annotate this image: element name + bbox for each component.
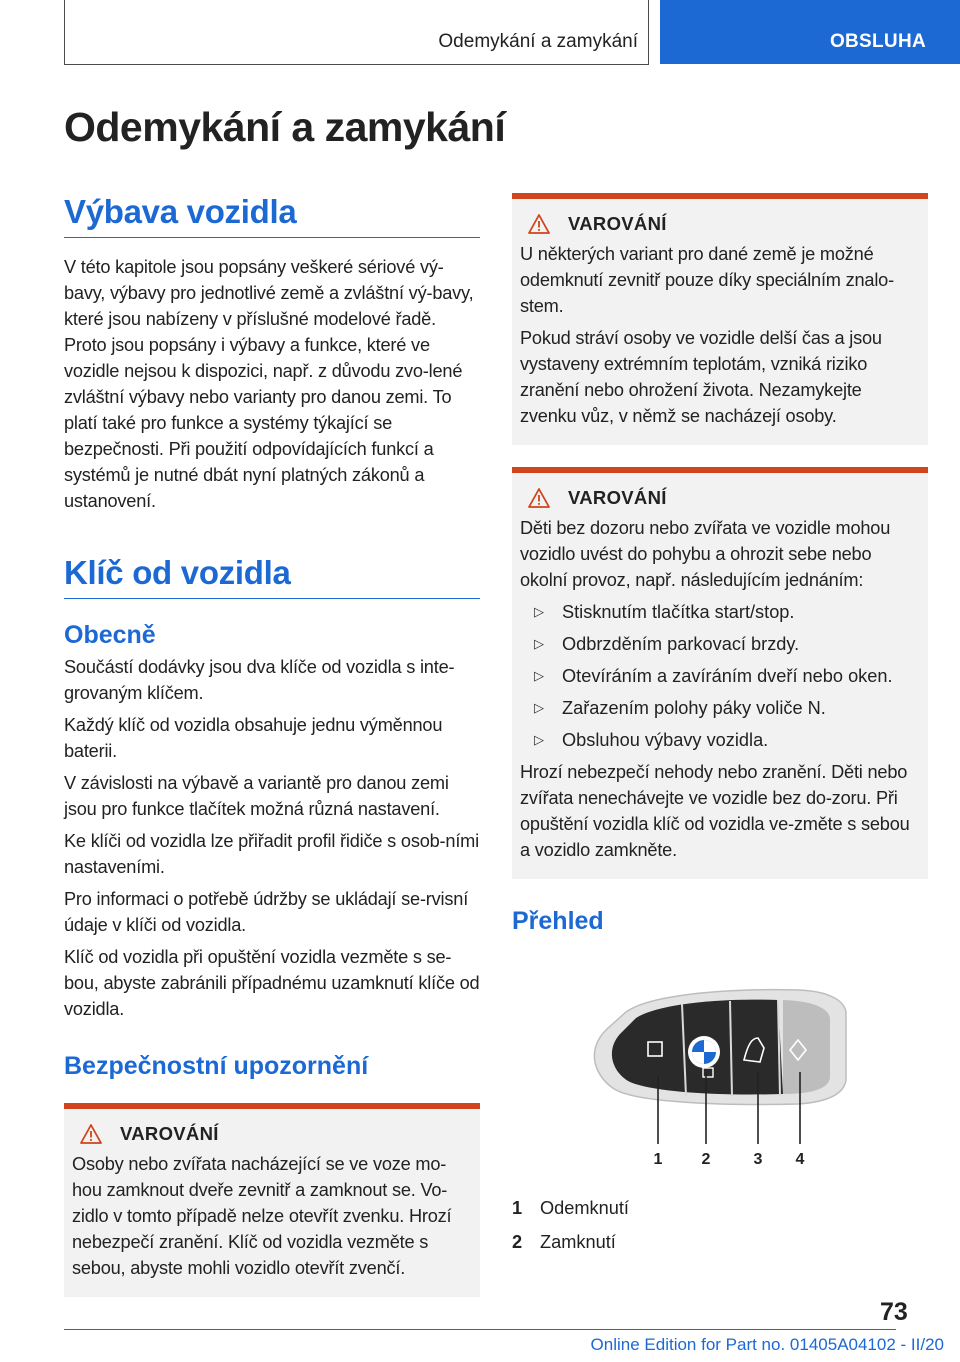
page-title: Odemykání a zamykání [64, 104, 506, 150]
bullet-triangle-icon: ▷ [534, 732, 544, 747]
list-item-text: Stisknutím tlačítka start/stop. [562, 602, 795, 622]
bullet-triangle-icon: ▷ [534, 700, 544, 715]
right-column [512, 193, 928, 1263]
header-section-tab-label: OBSLUHA [829, 31, 926, 52]
general-paragraph: Klíč od vozidla při opuštění vozidla vezměte s se-bou, abyste zabránili případnému uzamknutí klíče od vozidla. [64, 947, 480, 1019]
warning-text: Děti bez dozoru nebo zvířata ve vozidle mohou vozidlo uvést do pohybu a ohrozit sebe nebo okolní provoz, např. následujícím jednáním: [520, 518, 891, 590]
warning-text: Pokud stráví osoby ve vozidle delší čas a jsou vystaveny extrémním teplotám, vzniká riziko zranění nebo ohrožení života. Nezamykejte zvenku vůz, v němž se nacházejí osoby. [520, 328, 882, 426]
legend-item [512, 1229, 928, 1255]
warning-box [512, 193, 928, 445]
footer-rule [64, 1329, 896, 1330]
warning-title: VAROVÁNÍ [568, 487, 667, 508]
warning-text: Osoby nebo zvířata nacházející se ve voze mo-hou zamknout dveře zevnitř a zamknout se. Vo-zidlo v tomto případě nelze otevřít zvenku. Hrozí nebezpečí zranění. Klíč od vozidla vezměte s sebou, abyste mohli vozidlo otevřít zvenčí. [72, 1154, 452, 1278]
header-chapter-title: Odemykání a zamykání [438, 31, 638, 52]
bullet-triangle-icon: ▷ [534, 668, 544, 683]
header-rule [64, 64, 649, 65]
bullet-triangle-icon: ▷ [534, 604, 544, 619]
legend-item [512, 1195, 928, 1221]
subsection-title-overview: Přehled [512, 907, 604, 935]
warning-box [64, 1103, 480, 1297]
list-item-text: Obsluhou výbavy vozidla. [562, 730, 769, 750]
warning-title: VAROVÁNÍ [120, 1123, 219, 1144]
subsection-title-safety: Bezpečnostní upozornění [64, 1052, 369, 1080]
callout-label: 4 [795, 1151, 805, 1168]
callout-label: 2 [701, 1151, 711, 1168]
warning-text: U některých variant pro dané země je možné odemknutí zevnitř pouze díky speciálním znalo-stem. [520, 244, 894, 316]
page-number: 73 [880, 1298, 908, 1326]
list-item-text: Zařazením polohy páky voliče N. [562, 698, 826, 718]
section-title-key: Klíč od vozidla [64, 554, 480, 599]
list-item [520, 631, 920, 657]
list-item [520, 599, 920, 625]
list-item-text: Odbrzděním parkovací brzdy. [562, 634, 800, 654]
left-column [64, 193, 480, 1297]
general-paragraph: Součástí dodávky jsou dva klíče od vozidla s inte-grovaným klíčem. [64, 657, 455, 703]
section-title-equipment: Výbava vozidla [64, 193, 480, 238]
legend-number: 1 [512, 1198, 523, 1218]
footer-edition-text: Online Edition for Part no. 01405A04102 - II/20 [590, 1335, 944, 1354]
callout-label: 1 [653, 1151, 663, 1168]
list-item [520, 663, 920, 689]
general-paragraph: Ke klíči od vozidla lze přiřadit profil řidiče s osob-ními nastaveními. [64, 831, 479, 877]
equipment-paragraph: V této kapitole jsou popsány veškeré sériové vý-bavy, výbavy pro jednotlivé země a zvláštní vý-bavy, které jsou nabízeny v příslušné modelové řadě. Proto jsou popsány i výbavy a funkce, které ve vozidle nejsou k dispozici, např. z důvodu zvo-lené zvláštní výbavy nebo varianty pro danou zemi. To platí také pro funkce a systémy týkající se bezpečnosti. Při použití odpovídajících funkcí a systémů je nutné dbát nyní platných zákonů a ustanovení. [64, 257, 474, 511]
list-item-text: Otevíráním a zavíráním dveří nebo oken. [562, 666, 893, 686]
bullet-triangle-icon: ▷ [534, 636, 544, 651]
warning-header [528, 213, 920, 235]
general-paragraph: Pro informaci o potřebě údržby se ukládají se-rvisní údaje v klíči od vozidla. [64, 889, 469, 935]
list-item [520, 727, 920, 753]
header-section-tab [660, 0, 960, 64]
list-item [520, 695, 920, 721]
warning-box [512, 467, 928, 879]
header-divider-right [648, 0, 649, 64]
warning-text: Hrozí nebezpečí nehody nebo zranění. Děti nebo zvířata nenechávejte ve vozidle bez do-zoru. Při opuštění vozidla klíč od vozidla ve-změte s sebou a vozidlo zamkněte. [520, 762, 910, 860]
legend-number: 2 [512, 1232, 523, 1252]
general-paragraph: V závislosti na výbavě a variantě pro danou zemi jsou pro funkce tlačítek možná různá nastavení. [64, 773, 449, 819]
warning-title: VAROVÁNÍ [568, 213, 667, 234]
warning-header [528, 487, 920, 509]
subsection-title-general: Obecně [64, 621, 156, 649]
warning-triangle-icon [528, 214, 550, 234]
legend-label: Zamknutí [540, 1232, 616, 1252]
callout-label: 3 [753, 1151, 763, 1168]
key-legend [512, 1195, 928, 1255]
warning-triangle-icon [80, 1124, 102, 1144]
warning-triangle-icon [528, 488, 550, 508]
general-paragraph: Každý klíč od vozidla obsahuje jednu výměnnou baterii. [64, 715, 443, 761]
car-key-illustration [578, 982, 848, 1168]
page-header [0, 0, 960, 66]
warning-header [80, 1123, 472, 1145]
legend-label: Odemknutí [540, 1198, 629, 1218]
